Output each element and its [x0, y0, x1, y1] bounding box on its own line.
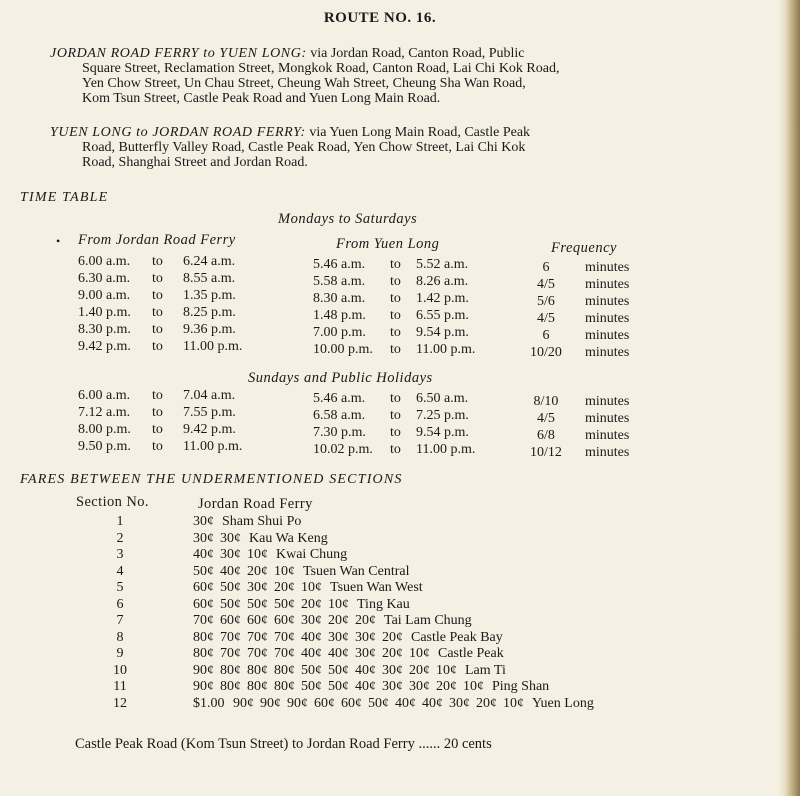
fare-value: 80¢: [193, 646, 214, 661]
route-return-line: Road, Shanghai Street and Jordan Road.: [82, 155, 308, 170]
time-freq: 10/20: [530, 345, 562, 360]
route-outbound-line: via Jordan Road, Canton Road, Public: [310, 46, 525, 61]
to-word: to: [390, 325, 401, 340]
fare-destination: Kau Wa Keng: [249, 530, 328, 546]
time-unit: minutes: [585, 311, 630, 326]
to-word: to: [152, 405, 163, 420]
time-y-to: 7.25 p.m.: [416, 408, 469, 423]
page-edge: [778, 0, 800, 796]
fare-values: [193, 514, 301, 530]
route-outbound-line: Yen Chow Street, Un Chau Street, Cheung Wah Street, Cheung Sha Wan Road,: [82, 76, 526, 91]
time-y-to: 11.00 p.m.: [416, 442, 476, 457]
fare-value: 40¢: [355, 679, 376, 694]
fare-value: 70¢: [193, 613, 214, 628]
fare-value: 90¢: [233, 695, 254, 711]
time-j-from: 8.00 p.m.: [78, 422, 131, 437]
fare-value: 70¢: [247, 629, 268, 645]
fare-value: 20¢: [382, 646, 403, 661]
time-j-from: 7.12 a.m.: [78, 405, 131, 420]
fare-values: [193, 613, 472, 629]
page-title: ROUTE NO. 16.: [323, 10, 437, 26]
to-word: to: [152, 254, 163, 269]
fare-value: 70¢: [220, 629, 241, 645]
time-freq: 6: [542, 260, 550, 275]
fare-value: 80¢: [220, 679, 241, 694]
time-j-from: 6.00 a.m.: [78, 388, 131, 403]
fare-value: 30¢: [247, 580, 268, 595]
fare-values: [193, 663, 506, 679]
fare-row: [0, 597, 760, 613]
fare-value: 80¢: [274, 679, 295, 694]
time-y-from: 6.58 a.m.: [313, 408, 366, 423]
fare-section-number: 6: [116, 596, 124, 612]
time-unit: minutes: [585, 277, 630, 292]
sunday-heading: Sundays and Public Holidays: [248, 370, 433, 386]
fare-value: 10¢: [247, 547, 268, 562]
time-y-from: 5.46 a.m.: [313, 391, 366, 406]
time-unit: minutes: [585, 394, 630, 409]
time-y-from: 1.48 p.m.: [313, 308, 366, 323]
time-freq: 6/8: [537, 428, 555, 443]
fare-value: 80¢: [193, 629, 214, 645]
time-j-to: 7.04 a.m.: [183, 388, 236, 403]
fare-value: 30¢: [193, 514, 214, 529]
fare-value: 60¢: [341, 695, 362, 711]
fare-value: 30¢: [220, 547, 241, 562]
fare-destination: Kwai Chung: [276, 547, 348, 562]
col-from-jordan: From Jordan Road Ferry: [78, 232, 236, 248]
time-unit: minutes: [585, 428, 630, 443]
time-y-from: 5.46 a.m.: [313, 257, 366, 272]
fare-section-number: 1: [116, 514, 124, 529]
time-j-to: 9.36 p.m.: [183, 322, 236, 337]
fare-section-number: 7: [116, 613, 124, 628]
fare-row: [0, 531, 760, 547]
fare-values: [193, 564, 410, 580]
fare-row: [0, 564, 760, 580]
time-j-from: 9.00 a.m.: [78, 288, 131, 303]
fare-value: 30¢: [193, 530, 214, 546]
fares-footer: Castle Peak Road (Kom Tsun Street) to Jordan Road Ferry ...... 20 cents: [75, 736, 492, 752]
time-j-from: 1.40 p.m.: [78, 305, 131, 320]
time-j-to: 11.00 p.m.: [183, 439, 243, 454]
fare-section-number: 10: [113, 662, 127, 678]
fare-value: $1.00: [193, 695, 225, 711]
time-y-to: 6.50 a.m.: [416, 391, 469, 406]
fare-values: [193, 630, 503, 646]
to-word: to: [390, 408, 401, 423]
fare-values: [193, 597, 410, 613]
fare-destination: Tai Lam Chung: [384, 613, 472, 628]
time-freq: 8/10: [533, 394, 559, 409]
fare-value: 30¢: [382, 662, 403, 678]
time-y-to: 9.54 p.m.: [416, 325, 469, 340]
to-word: to: [390, 274, 401, 289]
fare-value: 80¢: [247, 662, 268, 678]
fare-section-number: 2: [116, 530, 124, 546]
time-j-from: 8.30 p.m.: [78, 322, 131, 337]
to-word: to: [152, 422, 163, 437]
fare-value: 70¢: [220, 646, 241, 661]
time-j-to: 1.35 p.m.: [183, 288, 236, 303]
time-j-to: 6.24 a.m.: [183, 254, 236, 269]
time-j-from: 6.30 a.m.: [78, 271, 131, 286]
time-unit: minutes: [585, 445, 630, 460]
fare-section-number: 11: [113, 679, 127, 694]
fare-row: [0, 613, 760, 629]
fare-value: 10¢: [274, 563, 295, 579]
fare-value: 50¢: [193, 563, 214, 579]
fare-row: [0, 630, 760, 646]
fare-value: 90¢: [287, 695, 308, 711]
fare-section-number: 8: [116, 629, 124, 645]
fare-row: [0, 663, 760, 679]
time-freq: 4/5: [537, 277, 555, 292]
fare-value: 40¢: [220, 563, 241, 579]
fare-value: 50¢: [301, 679, 322, 694]
fare-value: 20¢: [409, 662, 430, 678]
fare-destination: Castle Peak Bay: [411, 629, 503, 645]
col-frequency: Frequency: [551, 240, 617, 256]
fare-value: 60¢: [193, 580, 214, 595]
time-unit: minutes: [585, 260, 630, 275]
time-y-to: 9.54 p.m.: [416, 425, 469, 440]
time-y-from: 5.58 a.m.: [313, 274, 366, 289]
fare-destination: Sham Shui Po: [222, 514, 302, 529]
fare-value: 10¢: [409, 646, 430, 661]
col-from-yuen-long: From Yuen Long: [336, 236, 440, 252]
time-j-to: 8.55 a.m.: [183, 271, 236, 286]
fare-row: [0, 679, 760, 695]
time-y-from: 7.30 p.m.: [313, 425, 366, 440]
time-freq: 5/6: [537, 294, 555, 309]
fare-value: 10¢: [463, 679, 484, 694]
fare-value: 10¢: [503, 695, 524, 711]
fare-value: 40¢: [193, 547, 214, 562]
to-word: to: [390, 291, 401, 306]
fare-value: 50¢: [368, 695, 389, 711]
fare-value: 30¢: [355, 646, 376, 661]
fare-value: 60¢: [274, 613, 295, 628]
fare-section-number: 12: [113, 695, 127, 711]
route-outbound-line: Square Street, Reclamation Street, Mongkok Road, Canton Road, Lai Chi Kok Road,: [82, 61, 560, 76]
fare-row: [0, 580, 760, 596]
fare-section-number: 9: [116, 646, 124, 661]
time-y-from: 8.30 a.m.: [313, 291, 366, 306]
route-return-line: Road, Butterfly Valley Road, Castle Peak Road, Yen Chow Street, Lai Chi Kok: [82, 140, 526, 155]
fare-row: [0, 514, 760, 530]
fare-values: [193, 531, 328, 547]
bullet-icon: •: [56, 234, 61, 248]
fare-value: 90¢: [193, 662, 214, 678]
fare-value: 50¢: [220, 580, 241, 595]
fare-value: 20¢: [355, 613, 376, 628]
to-word: to: [152, 388, 163, 403]
time-j-to: 9.42 p.m.: [183, 422, 236, 437]
fare-section-number: 5: [116, 580, 124, 595]
fare-value: 20¢: [247, 563, 268, 579]
fare-value: 20¢: [274, 580, 295, 595]
to-word: to: [390, 391, 401, 406]
fare-value: 90¢: [260, 695, 281, 711]
fare-value: 60¢: [193, 596, 214, 612]
to-word: to: [152, 322, 163, 337]
fare-value: 10¢: [436, 662, 457, 678]
fare-value: 30¢: [382, 679, 403, 694]
fare-row: [0, 547, 760, 563]
time-y-to: 8.26 a.m.: [416, 274, 469, 289]
fares-heading: FARES BETWEEN THE UNDERMENTIONED SECTIONS: [20, 472, 403, 487]
time-freq: 4/5: [537, 311, 555, 326]
time-j-to: 7.55 p.m.: [183, 405, 236, 420]
time-j-to: 8.25 p.m.: [183, 305, 236, 320]
fare-value: 10¢: [301, 580, 322, 595]
to-word: to: [152, 271, 163, 286]
time-j-from: 9.50 p.m.: [78, 439, 131, 454]
to-word: to: [152, 339, 163, 354]
fare-value: 50¢: [274, 596, 295, 612]
time-y-from: 10.02 p.m.: [313, 442, 373, 457]
time-unit: minutes: [585, 345, 630, 360]
route-outbound: [50, 46, 710, 106]
route-return-heading: YUEN LONG to JORDAN ROAD FERRY:: [50, 125, 306, 140]
route-outbound-line: Kom Tsun Street, Castle Peak Road and Yuen Long Main Road.: [82, 91, 441, 106]
to-word: to: [152, 305, 163, 320]
fare-value: 30¢: [301, 613, 322, 628]
fare-destination: Ping Shan: [492, 679, 550, 694]
fare-value: 40¢: [355, 662, 376, 678]
time-j-to: 11.00 p.m.: [183, 339, 243, 354]
fare-values: [193, 679, 549, 695]
fare-value: 80¢: [247, 679, 268, 694]
fares-col-origin: Jordan Road Ferry: [198, 496, 313, 512]
fare-value: 50¢: [247, 596, 268, 612]
fare-destination: Lam Ti: [465, 662, 506, 678]
fare-destination: Yuen Long: [532, 695, 594, 711]
fare-value: 50¢: [220, 596, 241, 612]
to-word: to: [390, 442, 401, 457]
fare-values: [193, 696, 594, 712]
to-word: to: [390, 425, 401, 440]
fare-values: [193, 547, 347, 563]
fare-value: 40¢: [395, 695, 416, 711]
fare-row: [0, 696, 760, 712]
fares-col-section: Section No.: [76, 494, 149, 510]
fare-value: 20¢: [382, 629, 403, 645]
fare-destination: Tsuen Wan West: [330, 580, 423, 595]
time-y-to: 5.52 a.m.: [416, 257, 469, 272]
time-y-to: 1.42 p.m.: [416, 291, 469, 306]
fare-value: 20¢: [436, 679, 457, 694]
fare-destination: Ting Kau: [357, 596, 410, 612]
time-y-to: 6.55 p.m.: [416, 308, 469, 323]
fare-value: 30¢: [409, 679, 430, 694]
time-freq: 6: [542, 328, 550, 343]
fare-value: 80¢: [274, 662, 295, 678]
fare-destination: Tsuen Wan Central: [303, 563, 410, 579]
fare-value: 70¢: [274, 629, 295, 645]
fare-value: 20¢: [301, 596, 322, 612]
to-word: to: [390, 342, 401, 357]
route-return: [50, 125, 710, 170]
fare-value: 50¢: [328, 662, 349, 678]
time-j-from: 9.42 p.m.: [78, 339, 131, 354]
fare-value: 40¢: [328, 646, 349, 661]
fare-value: 80¢: [220, 662, 241, 678]
time-y-from: 10.00 p.m.: [313, 342, 373, 357]
time-j-from: 6.00 a.m.: [78, 254, 131, 269]
fare-value: 30¢: [220, 530, 241, 546]
fare-section-number: 3: [116, 547, 124, 562]
fare-values: [193, 580, 423, 596]
fare-value: 30¢: [355, 629, 376, 645]
fare-row: [0, 646, 760, 662]
time-freq: 4/5: [537, 411, 555, 426]
time-unit: minutes: [585, 411, 630, 426]
fare-value: 30¢: [328, 629, 349, 645]
time-freq: 10/12: [530, 445, 562, 460]
fare-value: 20¢: [328, 613, 349, 628]
to-word: to: [152, 288, 163, 303]
fare-value: 40¢: [422, 695, 443, 711]
fare-value: 70¢: [274, 646, 295, 661]
fare-value: 10¢: [328, 596, 349, 612]
fare-value: 40¢: [301, 629, 322, 645]
fare-value: 90¢: [193, 679, 214, 694]
time-unit: minutes: [585, 294, 630, 309]
to-word: to: [152, 439, 163, 454]
fare-value: 20¢: [476, 695, 497, 711]
fare-values: [193, 646, 504, 662]
route-outbound-heading: JORDAN ROAD FERRY to YUEN LONG:: [50, 46, 307, 61]
fare-destination: Castle Peak: [438, 646, 504, 661]
fare-value: 60¢: [220, 613, 241, 628]
fare-section-number: 4: [116, 563, 124, 579]
to-word: to: [390, 308, 401, 323]
weekday-heading: Mondays to Saturdays: [278, 211, 418, 227]
route-return-line: via Yuen Long Main Road, Castle Peak: [309, 125, 531, 140]
fare-value: 40¢: [301, 646, 322, 661]
fare-value: 30¢: [449, 695, 470, 711]
time-unit: minutes: [585, 328, 630, 343]
fare-value: 60¢: [314, 695, 335, 711]
fare-value: 50¢: [328, 679, 349, 694]
fare-value: 50¢: [301, 662, 322, 678]
to-word: to: [390, 257, 401, 272]
fare-value: 60¢: [247, 613, 268, 628]
time-y-from: 7.00 p.m.: [313, 325, 366, 340]
fare-value: 70¢: [247, 646, 268, 661]
timetable-heading: TIME TABLE: [20, 190, 109, 205]
time-y-to: 11.00 p.m.: [416, 342, 476, 357]
